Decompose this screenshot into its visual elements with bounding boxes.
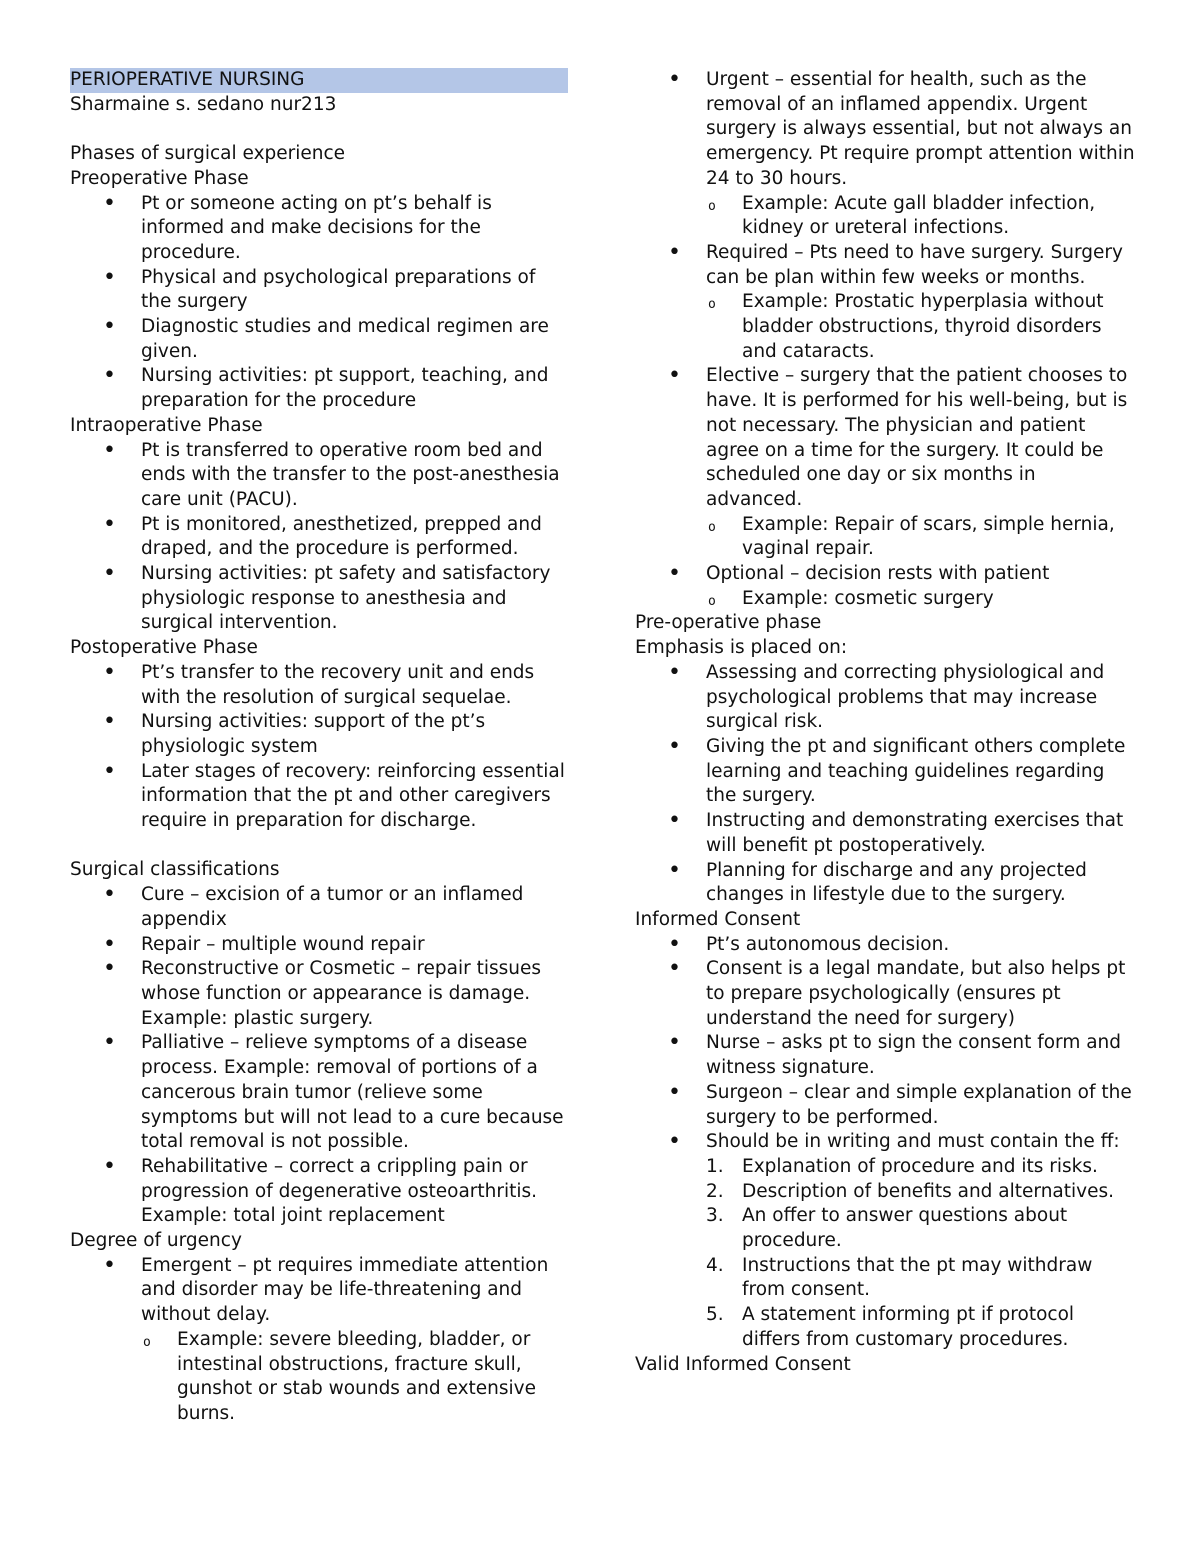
list-item: • Surgeon – clear and simple explanation of the surgery to be performed. <box>635 1081 1135 1130</box>
right-column <box>635 68 1135 1377</box>
list-item: • Planning for discharge and any projected changes in lifestyle due to the surgery. <box>635 859 1135 908</box>
numbered-item <box>706 1155 1135 1180</box>
emphasis-list <box>635 661 1135 908</box>
item-number: 3. <box>706 1205 724 1227</box>
required-sublist <box>706 290 1135 364</box>
list-item: • Nursing activities: pt safety and satisfactory physiologic response to anesthesia and surgical intervention. <box>70 562 568 636</box>
emphasis-heading: Emphasis is placed on: <box>635 637 848 659</box>
section-heading-preop-phase: Pre-operative phase <box>635 612 822 634</box>
list-item: • Giving the pt and significant others complete learning and teaching guidelines regarding the surgery. <box>635 735 1135 809</box>
urgency-list-continued <box>635 68 1135 611</box>
spacer <box>70 117 568 142</box>
author-line: Sharmaine s. sedano nur213 <box>70 93 337 115</box>
consent-list <box>635 933 1135 1353</box>
emergent-text: Emergent – pt requires immediate attention and disorder may be life-threatening and without delay. <box>141 1254 549 1326</box>
list-item: • Palliative – relieve symptoms of a disease process. Example: removal of portions of a cancerous brain tumor (relieve some symptoms but will not lead to a cure because total removal is not possible. <box>70 1031 568 1155</box>
list-item-elective <box>635 364 1135 562</box>
intraoperative-list <box>70 439 568 637</box>
left-column <box>70 68 568 1427</box>
consent-numbered-list <box>706 1155 1135 1353</box>
required-text: Required – Pts need to have surgery. Surgery can be plan within few weeks or months. <box>706 241 1123 288</box>
item-text: Description of benefits and alternatives. <box>742 1180 1114 1202</box>
list-item: • Instructing and demonstrating exercises that will benefit pt postoperatively. <box>635 809 1135 858</box>
numbered-item <box>706 1303 1135 1352</box>
list-item-contents <box>635 1130 1135 1352</box>
list-item: • Nursing activities: pt support, teaching, and preparation for the procedure <box>70 364 568 413</box>
contents-text: Should be in writing and must contain the ff: <box>706 1131 1120 1153</box>
list-item: • Rehabilitative – correct a crippling pain or progression of degenerative osteoarthritis. Example: total joint replacement <box>70 1155 568 1229</box>
item-number: 2. <box>706 1180 724 1202</box>
preoperative-list <box>70 192 568 414</box>
numbered-item <box>706 1204 1135 1253</box>
list-item: • Nurse – asks pt to sign the consent form and witness signature. <box>635 1031 1135 1080</box>
spacer <box>70 834 568 859</box>
sub-list-item: o Example: Acute gall bladder infection, kidney or ureteral infections. <box>706 192 1135 241</box>
list-item: • Physical and psychological preparations of the surgery <box>70 266 568 315</box>
sub-list-item: o Example: cosmetic surgery <box>706 587 1135 612</box>
elective-text: Elective – surgery that the patient chooses to have. It is performed for his well-being, but is not necessary. The physician and patient agree on a time for the surgery. It could be scheduled one day or six months in advanced. <box>706 365 1128 510</box>
item-number: 4. <box>706 1254 724 1276</box>
list-item-required <box>635 241 1135 365</box>
list-item: • Nursing activities: support of the pt’s physiologic system <box>70 710 568 759</box>
section-heading-classifications: Surgical classifications <box>70 859 280 881</box>
item-text: Explanation of procedure and its risks. <box>742 1155 1098 1177</box>
section-heading-phases: Phases of surgical experience <box>70 143 346 165</box>
list-item: • Assessing and correcting physiological and psychological problems that may increase surgical risk. <box>635 661 1135 735</box>
section-heading-informed-consent: Informed Consent <box>635 908 801 930</box>
postoperative-list <box>70 661 568 834</box>
document-title: PERIOPERATIVE NURSING <box>70 68 568 93</box>
classifications-list <box>70 883 568 1229</box>
item-text: A statement informing pt if protocol differs from customary procedures. <box>742 1304 1075 1350</box>
urgent-sublist <box>706 192 1135 241</box>
item-text: An offer to answer questions about procedure. <box>742 1205 1068 1252</box>
list-item: • Cure – excision of a tumor or an inflamed appendix <box>70 883 568 932</box>
sub-list-item: o Example: severe bleeding, bladder, or intestinal obstructions, fracture skull, gunshot or stab wounds and extensive burns. <box>141 1328 568 1427</box>
urgent-text: Urgent – essential for health, such as the removal of an inflamed appendix. Urgent surgery is always essential, but not always an emergency. Pt require prompt attention within 24 to 30 hours. <box>706 69 1135 189</box>
numbered-item <box>706 1254 1135 1303</box>
sub-list-item: o Example: Repair of scars, simple hernia, vaginal repair. <box>706 513 1135 562</box>
list-item: • Pt’s autonomous decision. <box>635 933 1135 958</box>
elective-sublist <box>706 513 1135 562</box>
section-heading-preoperative: Preoperative Phase <box>70 167 249 189</box>
urgency-list <box>70 1254 568 1427</box>
list-item: • Consent is a legal mandate, but also helps pt to prepare psychologically (ensures pt understand the need for surgery) <box>635 957 1135 1031</box>
list-item: • Pt is transferred to operative room bed and ends with the transfer to the post-anesthesia care unit (PACU). <box>70 439 568 513</box>
list-item: • Reconstructive or Cosmetic – repair tissues whose function or appearance is damage. Example: plastic surgery. <box>70 957 568 1031</box>
list-item-emergent <box>70 1254 568 1427</box>
emergent-sublist <box>141 1328 568 1427</box>
section-heading-urgency: Degree of urgency <box>70 1230 242 1252</box>
list-item-optional <box>635 562 1135 611</box>
list-item: • Pt’s transfer to the recovery unit and ends with the resolution of surgical sequelae. <box>70 661 568 710</box>
sub-list-item: o Example: Prostatic hyperplasia without bladder obstructions, thyroid disorders and cataracts. <box>706 290 1135 364</box>
list-item: • Pt is monitored, anesthetized, prepped and draped, and the procedure is performed. <box>70 513 568 562</box>
list-item: • Later stages of recovery: reinforcing essential information that the pt and other caregivers require in preparation for discharge. <box>70 760 568 834</box>
optional-text: Optional – decision rests with patient <box>706 563 1050 585</box>
item-number: 1. <box>706 1155 724 1177</box>
list-item: • Repair – multiple wound repair <box>70 933 568 958</box>
section-heading-intraoperative: Intraoperative Phase <box>70 414 263 436</box>
numbered-item <box>706 1180 1135 1205</box>
item-text: Instructions that the pt may withdraw from consent. <box>742 1254 1093 1301</box>
section-heading-valid-consent: Valid Informed Consent <box>635 1353 851 1375</box>
optional-sublist <box>706 587 1135 612</box>
list-item: • Pt or someone acting on pt’s behalf is informed and make decisions for the procedure. <box>70 192 568 266</box>
item-number: 5. <box>706 1304 724 1326</box>
section-heading-postoperative: Postoperative Phase <box>70 637 258 659</box>
list-item-urgent <box>635 68 1135 241</box>
list-item: • Diagnostic studies and medical regimen are given. <box>70 315 568 364</box>
